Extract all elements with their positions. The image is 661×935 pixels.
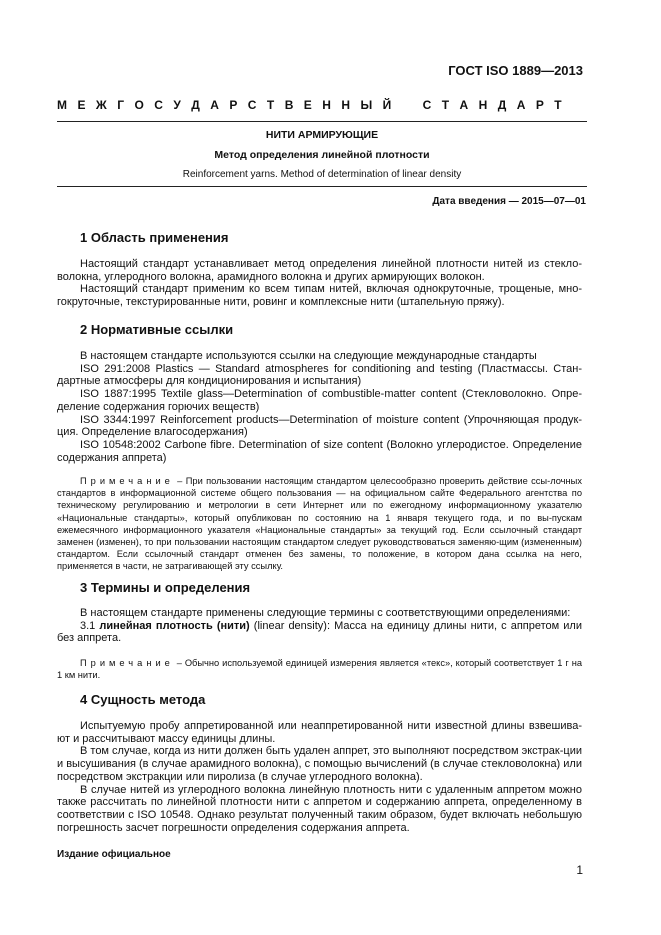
header-rule-bottom <box>57 186 587 187</box>
banner-letter: Р <box>535 98 544 112</box>
section-2-heading: 2 Нормативные ссылки <box>80 322 234 337</box>
page-number: 1 <box>576 863 583 877</box>
paragraph: Испытуемую пробу аппретированной или неаппретированной нити известной длины взвешива-ют и рассчитывают массу единицы длины. <box>57 720 582 745</box>
banner-letter: В <box>284 98 294 112</box>
term-definition <box>57 620 582 645</box>
banner-letter: Т <box>554 98 562 112</box>
banner-letter: Г <box>117 98 124 112</box>
banner-letter: У <box>173 98 181 112</box>
note-text: – Обычно используемой единицей измерения является «текс», который соответствует 1 г на 1 км нити. <box>57 658 582 681</box>
reference-item: ISO 10548:2002 Carbone fibre. Determination of size content (Волокно углеродистое. Определение содержания аппрета) <box>57 438 582 464</box>
paragraph: В случае нитей из углеродного волокна линейную плотность нити с удаленным аппретом можно также рассчитать по линейной плотности нити с аппретом и содержанию аппрета, определенному в соответствии с ISO 10548. Однако результат полученный таким образом, будет включать небольшую погрешность засчет погрешности определения содержания аппрета. <box>57 783 582 834</box>
banner-letter: Д <box>191 98 200 112</box>
reference-item: ISO 291:2008 Plastics — Standard atmospheres for conditioning and testing (Пластмассы. Стан-дартные атмосферы для кондиционирования и испытания) <box>57 362 582 388</box>
banner-letter: А <box>459 98 469 112</box>
section-4-body <box>57 720 582 834</box>
banner-letter: А <box>516 98 526 112</box>
banner-letter: Н <box>322 98 331 112</box>
header-rule-top <box>57 121 587 122</box>
section-3-note <box>57 657 582 681</box>
banner-letter: С <box>154 98 163 112</box>
term-name: линейная плотность (нити) <box>99 619 250 632</box>
banner-letter: Т <box>266 98 275 112</box>
reference-item: ISO 3344:1997 Reinforcement products—Determination of moisture content (Упрочняющая продук-ция. Определение влагосодержания) <box>57 413 582 439</box>
banner-letter: Н <box>341 98 351 112</box>
paragraph: В настоящем стандарте применены следующие термины с соответствующими определениями: <box>80 607 571 619</box>
banner-letter: Е <box>77 98 86 112</box>
note-text: – При пользовании настоящим стандартом целесообразно проверить действие ссы-лочных стандартов в информационной системе общего пользования — на официальном сайте Федерального агентства по техническому регулированию и метрологии в сети Интернет или по ежегодному информационному указателю «Национальные стандарты», который опубликован по состоянию на 1 января текущего года, и по вы-пускам ежемесячного информационного указателя «Национальные стандарты» за текущий год. Если ссылочный стандарт заменен (изменен), то при пользовании настоящим стандартом следует руководствоваться заменяю-щим (измененным) стандартом. Если ссылочный стандарт отменен без замены, то положение, в котором дана ссылка на него, применяется в части, не затрагивающей эту ссылку. <box>57 476 582 572</box>
banner-letter: Р <box>229 98 238 112</box>
paragraph: Настоящий стандарт устанавливает метод определения линейной плотности нитей из стекло-волокна, углеродного волокна, арамидного волокна и других армирующих волокон. <box>57 258 582 283</box>
banner-letter: Ы <box>360 98 373 112</box>
paragraph: В настоящем стандарте используются ссылки на следующие международные стандарты <box>80 350 537 362</box>
section-3-heading: 3 Термины и определения <box>80 580 251 595</box>
document-number: ГОСТ ISO 1889—2013 <box>448 63 583 78</box>
paragraph: В том случае, когда из нити должен быть удален аппрет, это выполняют посредством экстрак-ции и высушивания (в случае арамидного волокна), с помощью вычислений (в случае стекловолокна) или посредством экстракции или пиролиза (в случае углеродного волокна). <box>57 745 582 783</box>
section-2-note <box>57 475 582 573</box>
section-1-body <box>57 258 582 309</box>
banner-letter: Д <box>497 98 507 112</box>
banner-letter: С <box>422 98 432 112</box>
english-title: Reinforcement yarns. Method of determination of linear density <box>182 169 462 180</box>
standard-title: НИТИ АРМИРУЮЩИЕ <box>265 129 379 141</box>
introduction-date: Дата введения — 2015—07—01 <box>432 196 586 207</box>
section-3-body <box>57 607 582 645</box>
note-label: Примечание <box>80 476 174 486</box>
standard-subtitle: Метод определения линейной плотности <box>214 149 430 161</box>
term-text: (linear density): Масса на единицу длины нити, с аппретом или без аппрета. <box>57 619 582 645</box>
reference-item: ISO 1887:1995 Textile glass—Determination of combustible-matter content (Стекловолокно. Опре-деление содержания горючих веществ) <box>57 388 582 413</box>
banner-letter: М <box>57 98 67 112</box>
banner-letter: С <box>247 98 257 112</box>
banner-letter: А <box>210 98 219 112</box>
banner-letter: Ж <box>95 98 107 112</box>
interstate-standard-banner <box>57 98 562 112</box>
banner-letter: Е <box>303 98 312 112</box>
banner-letter: Н <box>478 98 488 112</box>
note-label: Примечание <box>80 658 174 668</box>
banner-letter: Т <box>441 98 450 112</box>
paragraph: Настоящий стандарт применим ко всем типам нитей, включая однокруточные, трощеные, мно-гокруточные, текстурированные нити, ровинг и комплексные нити (штапельную пряжу). <box>57 283 582 309</box>
section-4-heading: 4 Сущность метода <box>80 692 206 707</box>
banner-letter: Й <box>382 98 392 112</box>
banner-letter: О <box>134 98 144 112</box>
term-number: 3.1 <box>80 619 100 632</box>
section-1-heading: 1 Область применения <box>80 230 229 245</box>
official-edition-label: Издание официальное <box>57 849 171 860</box>
section-2-body <box>57 350 582 464</box>
